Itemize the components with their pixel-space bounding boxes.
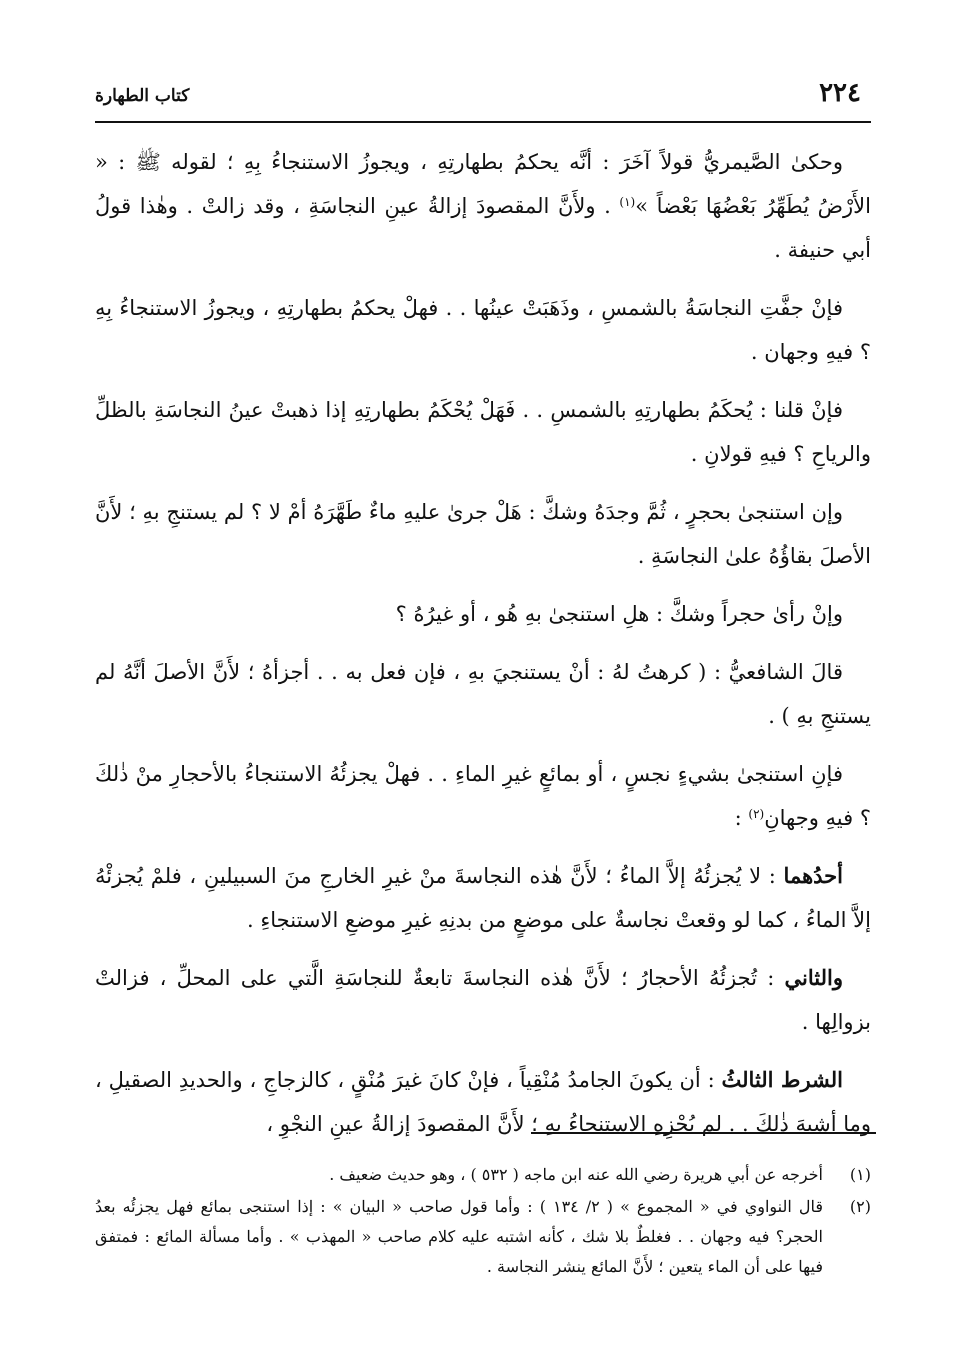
paragraph: أحدُهما : لا يُجزئُهُ إلاَّ الماءُ ؛ لأَنَّ هٰذه النجاسةَ منْ غيرِ الخارجِ منَ السبيلينِ ، فلمْ يُجزئْهُ إلاَّ الماءُ ، كما لو وقعتْ نجاسةٌ على موضعٍ من بدنِهِ غيرِ موضعِ الاستنجاءِ . [95, 863, 871, 932]
paragraph: وحكىٰ الصَّيمريُّ قولاً آخَرَ : أنَّه يحكمُ بطهارتِهِ ، ويجوزُ الاستنجاءُ بِهِ ؛ لقوله ﷺ : « الأَرْضُ يُطَهِّرُ بَعْضُهَا بَعْضاً »$^{(١)}$ . ولأَنَّ المقصودَ إزالةُ عينِ النجاسَةِ ، وقد زالتْ . وهٰذا قولُ أبي حنيفة . [95, 150, 871, 262]
lead-term: الشرط الثالثُ [721, 1067, 843, 1092]
page-header [95, 78, 871, 118]
header-rule [95, 121, 871, 123]
paragraph: قالَ الشافعيُّ : ( كرهتُ لهُ : أنْ يستنجيَ بهِ ، فإن فعل به . . أجزأهُ ؛ لأَنَّ الأصلَ أنَّهُ لم يستنجِ بهِ ) . [95, 660, 871, 728]
footnotes [95, 1160, 871, 1284]
paragraph: وإنْ رأىٰ حجراً وشكَّ : هلِ استنجىٰ بهِ هُو ، أو غيرُهُ ؟ [395, 602, 843, 626]
paragraph: والثاني : تُجزئُهُ الأحجارُ ؛ لأَنَّ هٰذه النجاسةَ تابعةٌ للنجاسَةِ الَّتي على المحلِّ ، فزالتْ بزوالِها . [95, 965, 871, 1034]
paragraph: فإنِ استنجىٰ بشيءٍ نجسٍ ، أو بمائعٍ غيرِ الماءِ . . فهلْ يجزئُهُ الاستنجاءُ بالأحجارِ منْ ذٰلكَ ؟ فيهِ وجهانِ$^{(٢)}$ : [95, 762, 871, 830]
main-text [95, 140, 871, 1160]
footnote-text: قال النواوي في « المجموع » ( ٢/ ١٣٤ ) : وأما قول صاحب « البيان » : إذا استنجى بمائع فهل يجزئُه بعدُ الحجر؟ فيه وجهان . . فغلطٌ بلا شك ، كأنه اشتبه عليه كلام صاحب « المهذب » . وأما مسألة المائع : فمتفق فيها على أن الماء يتعين ؛ لأَنَّ المائع ينشر النجاسة . [95, 1197, 824, 1276]
paragraph: وإن استنجىٰ بحجرٍ ، ثُمَّ وجدَهُ وشكَّ : هَلْ جرىٰ عليهِ ماءٌ طَهَّرَهُ أمْ لا ؟ لم يستنجِ بهِ ؛ لأَنَّ الأصلَ بقاؤُهُ علىٰ النجاسَةِ . [95, 500, 871, 568]
footnote [95, 1160, 871, 1190]
paragraph: الشرط الثالثُ : أن يكونَ الجامدُ مُنْقِياً ، فإنْ كانَ غيرَ مُنْقٍ ، كالزجاجِ ، والحديدِ الصقيلِ ، وما أشبهَ ذٰلكَ . . لم يُجْزِهِ الاستنجاءُ بهِ ؛ لأَنَّ المقصودَ إزالةُ عينِ النجْوِ ، [95, 1067, 871, 1136]
footnote-number: (٢) [849, 1197, 871, 1216]
page-number: ٢٢٤ [819, 78, 861, 108]
footnote-text: أخرجه عن أبي هريرة رضي الله عنه ابن ماجه ( ٥٣٢ ) ، وهو حديث ضعيف . [329, 1165, 823, 1184]
lead-term: والثاني [784, 965, 843, 990]
footnote-number: (١) [849, 1165, 871, 1184]
footnote [95, 1192, 871, 1282]
lead-term: أحدُهما [783, 863, 843, 888]
paragraph: فإنْ جفَّتِ النجاسَةُ بالشمسِ ، وذَهَبَتْ عينُها . . فهلْ يحكمُ بطهارتِهِ ، ويجوزُ الاستنجاءُ بِهِ ؟ فيهِ وجهان . [95, 296, 871, 364]
running-title: كتاب الطهارة [95, 86, 190, 106]
footnote-ref: (٢) [748, 807, 765, 821]
footnote-ref: (١) [619, 195, 636, 209]
paragraph: فإنْ قلنا : يُحكَمُ بطهارتِهِ بالشمسِ . . فَهَلْ يُحْكَمُ بطهارتِهِ إذا ذهبتْ عينُ النجاسَةِ بالظلِّ والرياحِ ؟ فيهِ قولانِ . [95, 398, 871, 466]
footnote-rule [531, 1132, 876, 1134]
